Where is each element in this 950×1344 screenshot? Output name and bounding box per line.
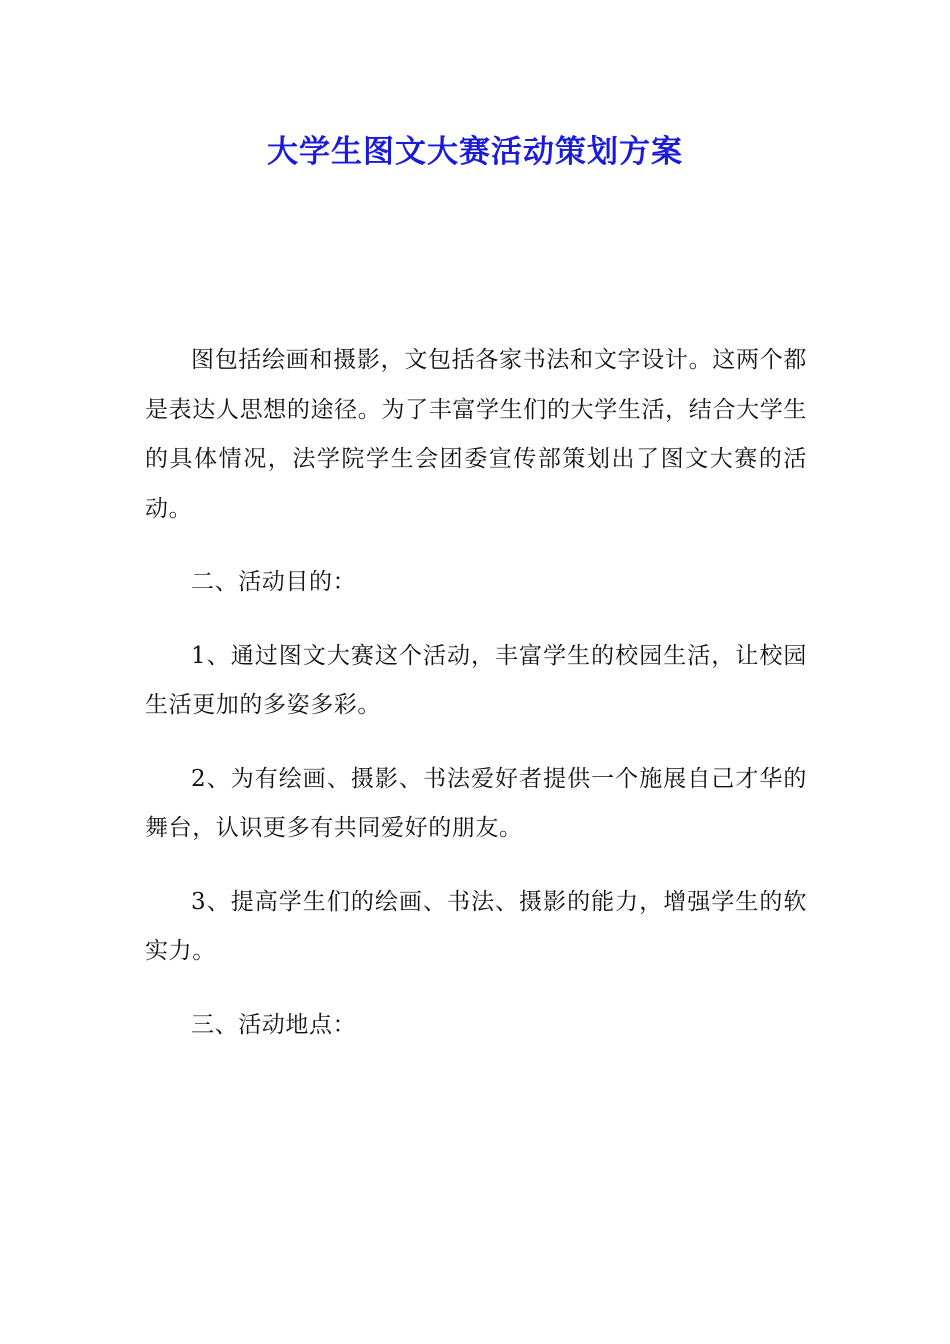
section-heading-purpose: 二、活动目的：	[191, 569, 357, 595]
purpose-item-1: 1、通过图文大赛这个活动，丰富学生的校园生活，让校园生活更加的多姿多彩。	[145, 642, 807, 718]
document-body	[145, 336, 807, 1050]
purpose-item-2: 2、为有绘画、摄影、书法爱好者提供一个施展自己才华的舞台，认识更多有共同爱好的朋友。	[145, 765, 807, 841]
intro-paragraph: 图包括绘画和摄影，文包括各家书法和文字设计。这两个都是表达人思想的途径。为了丰富学生们的大学生活，结合大学生的具体情况，法学院学生会团委宣传部策划出了图文大赛的活动。	[145, 347, 807, 522]
paragraph-gap	[145, 977, 807, 1001]
paragraph-gap	[145, 534, 807, 558]
purpose-item-3: 3、提高学生们的绘画、书法、摄影的能力，增强学生的软实力。	[145, 888, 807, 964]
section-heading-location: 三、活动地点：	[191, 1011, 357, 1038]
paragraph-gap	[145, 608, 807, 632]
paragraph-gap	[145, 854, 807, 878]
paragraph-gap	[145, 731, 807, 755]
document-title: 大学生图文大赛活动策划方案	[267, 134, 683, 170]
